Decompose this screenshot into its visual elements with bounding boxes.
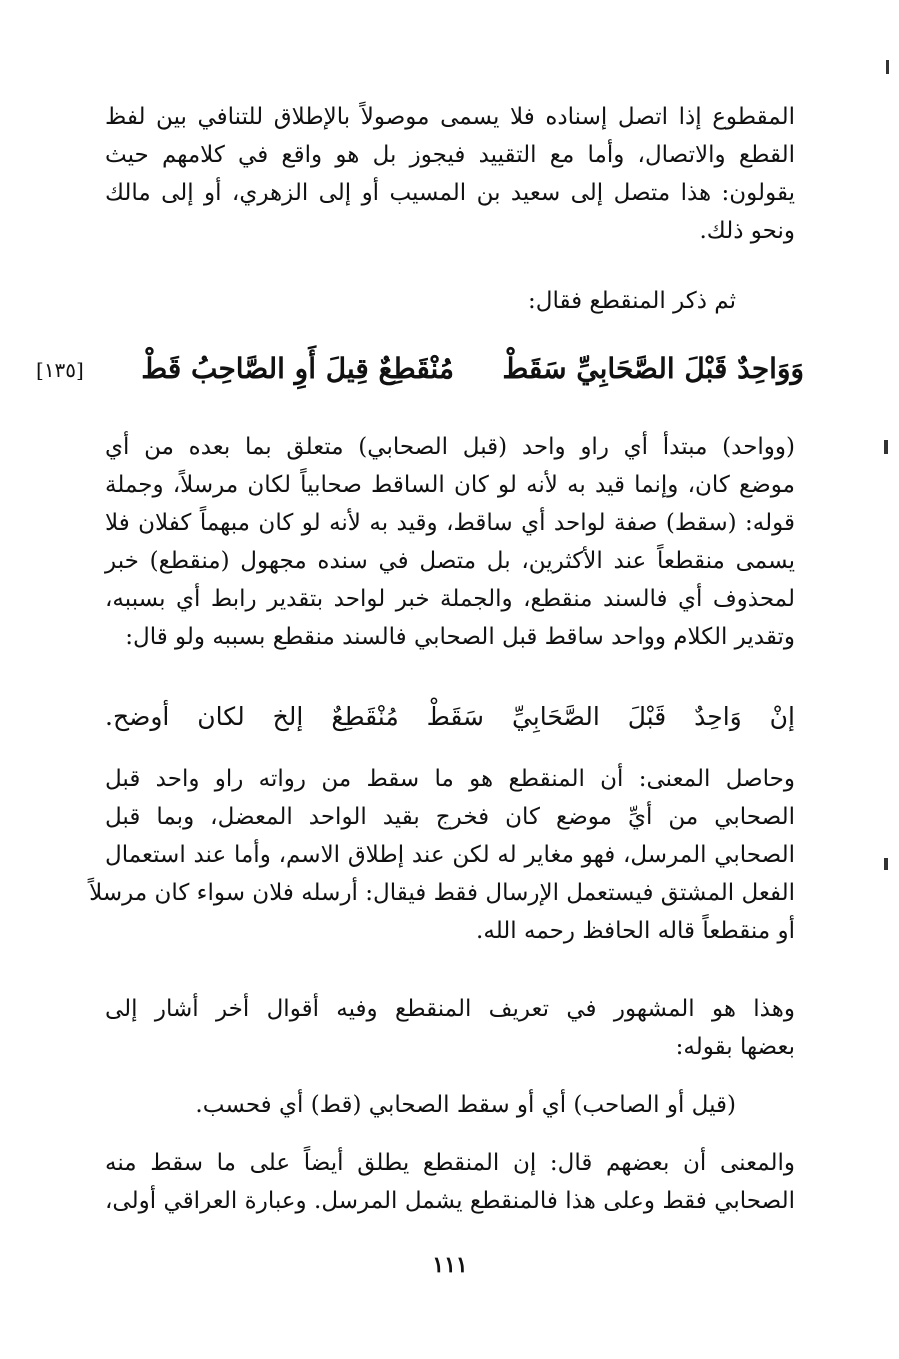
- verse-number: [١٣٥]: [36, 358, 84, 382]
- verse: [36, 352, 804, 396]
- intro-line: ثم ذكر المنقطع فقال:: [528, 288, 736, 314]
- text-line: موضع كان، وإنما قيد به لأنه لو كان الساقط صحابياً لكان مرسلاً، وجملة: [105, 472, 795, 498]
- text-line: الصحابي من أيِّ موضع كان فخرج بقيد الواحد المعضل، وبما قبل: [105, 804, 795, 830]
- text-line: الصحابي فقط وعلى هذا فالمنقطع يشمل المرسل. وعبارة العراقي أولى،: [105, 1188, 795, 1214]
- text-line: والمعنى أن بعضهم قال: إن المنقطع يطلق أيضاً على ما سقط منه: [105, 1150, 795, 1176]
- text-line: الصحابي المرسل، فهو مغاير له لكن عند إطلاق الاسم، وأما عند استعمال: [105, 842, 795, 868]
- text-line: بعضها بقوله:: [675, 1034, 795, 1060]
- verse-hemistich-1: وَوَاحِدٌ قَبْلَ الصَّحَابِيِّ سَقَطْ: [502, 352, 804, 385]
- paragraph-3: [89, 760, 795, 950]
- text-line: (وواحد) مبتدأ أي راو واحد (قبل الصحابي) متعلق بما بعده من أي: [105, 434, 795, 460]
- text-line: لمحذوف أي فالسند منقطع، والجملة خبر لواحد بتقدير رابط أي بسببه،: [105, 586, 795, 612]
- text-line: وحاصل المعنى: أن المنقطع هو ما سقط من رواته راو واحد قبل: [105, 766, 795, 792]
- page-number: ١١١: [432, 1252, 468, 1278]
- paragraph-4: [105, 990, 795, 1066]
- text-line: ونحو ذلك.: [699, 218, 795, 244]
- text-line: يقولون: هذا متصل إلى سعيد بن المسيب أو إلى الزهري، أو إلى مالك: [105, 180, 795, 206]
- text-line: قوله: (سقط) صفة لواحد أي ساقط، وقيد به لأنه لو كان مبهماً كفلان فلا: [105, 510, 795, 536]
- paragraph-2: [105, 428, 795, 656]
- verse-hemistich-2: مُنْقَطِعٌ قِيلَ أَوِ الصَّاحِبُ قَطْ: [141, 352, 454, 385]
- paragraph-1: [105, 98, 795, 250]
- text-line: المقطوع إذا اتصل إسناده فلا يسمى موصولاً بالإطلاق للتنافي بين لفظ: [105, 104, 795, 130]
- paragraph-5: [105, 1144, 795, 1220]
- margin-mark-top: [886, 60, 889, 74]
- margin-mark-lower: [884, 858, 888, 870]
- text-line: وتقدير الكلام وواحد ساقط قبل الصحابي فالسند منقطع بسببه ولو قال:: [125, 624, 795, 650]
- text-line: وهذا هو المشهور في تعريف المنقطع وفيه أقوال أخر أشار إلى: [105, 996, 795, 1022]
- text-line: القطع والاتصال، وأما مع التقييد فيجوز بل هو واقع في كلامهم حيث: [105, 142, 795, 168]
- text-line: أو منقطعاً قاله الحافظ رحمه الله.: [476, 918, 795, 944]
- text-line: يسمى منقطعاً عند الأكثرين، بل متصل في سنده مجهول (منقطع) خبر: [105, 548, 795, 574]
- quoted-verse-line: إنْ وَاحِدٌ قَبْلَ الصَّحَابِيِّ سَقَطْ مُنْقَطِعٌ إلخ لكان أوضح.: [105, 702, 795, 731]
- commentary-line: (قيل أو الصاحب) أي أو سقط الصحابي (قط) أي فحسب.: [195, 1092, 736, 1118]
- margin-mark-middle: [884, 440, 888, 454]
- text-line: الفعل المشتق فيستعمل الإرسال فقط فيقال: أرسله فلان سواء كان مرسلاً: [89, 880, 795, 906]
